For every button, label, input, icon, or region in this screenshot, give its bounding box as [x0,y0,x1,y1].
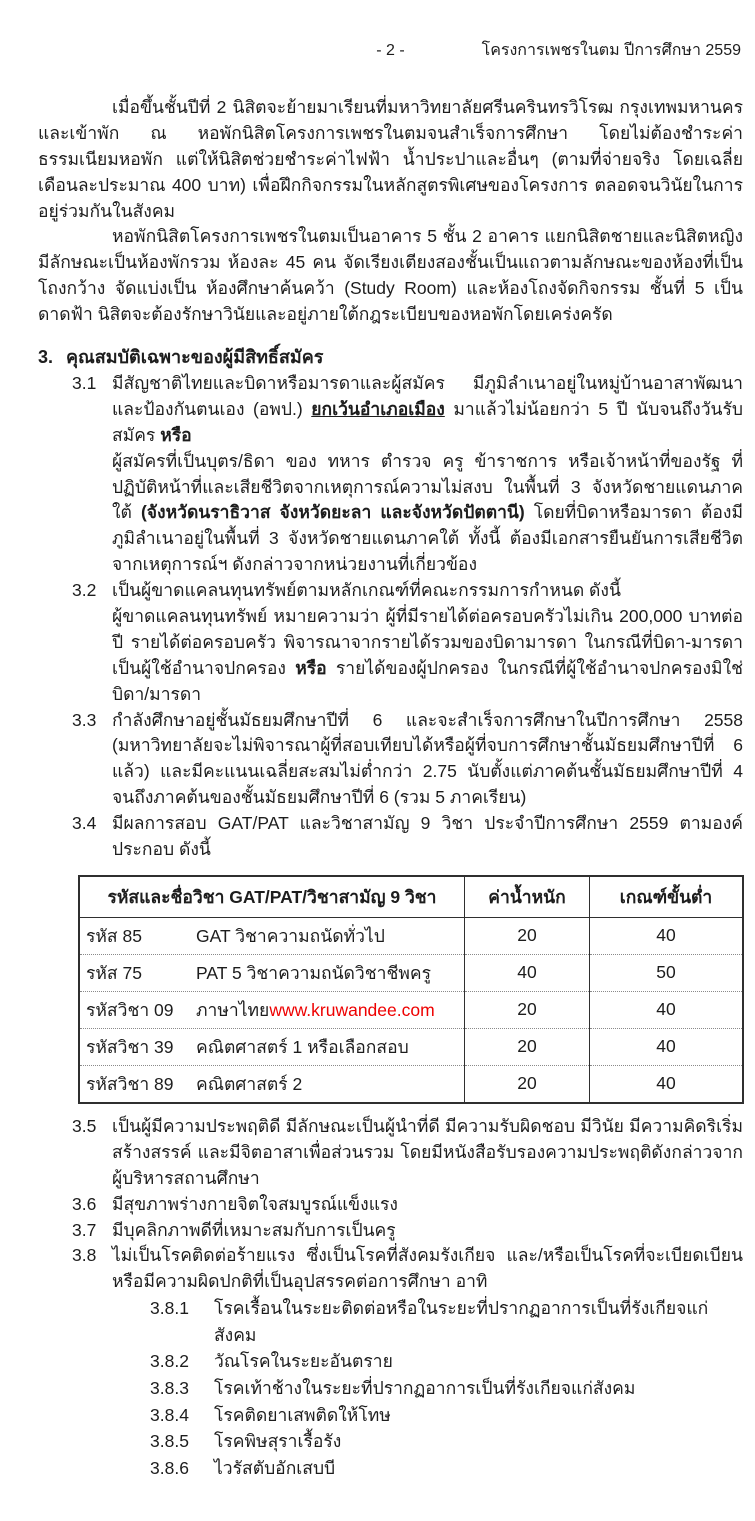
weight-cell: 20 [465,1028,590,1065]
subitem-3-8-4-text: โรคติดยาเสพติดให้โทษ [214,1404,391,1425]
subitem-3-8-5-number: 3.8.5 [150,1431,189,1452]
item-3-5-body: เป็นผู้มีความประพฤติดี มีลักษณะเป็นผู้นำที่ดี มีความรับผิดชอบ มีวินัย มีความคิดริเริ่มสร้างสรรค์ และมีจิตอาสาเพื่อส่วนรวม โดยมีหนังสือรับรองความประพฤติดังกล่าวจากผู้บริหารสถานศึกษา [112,1115,743,1188]
item-3-2-block-2: ผู้ขาดแคลนทุนทรัพย์ หมายความว่า ผู้ที่มีรายได้ต่อครอบครัวไม่เกิน 200,000 บาทต่อปี รายได้ต่อครอบครัว พิจารณาจากรายได้รวมของบิดามารดา ในกรณีที่บิดา-มารดาเป็นผู้ใช้อำนาจปกครอง หรือ รายได้ของผู้ปกครอง ในกรณีที่ผู้ใช้อำนาจปกครองมิใช่บิดา/มารดา [112,606,743,704]
item-3-6-body: มีสุขภาพร่างกายจิตใจสมบูรณ์แข็งแรง [112,1193,398,1214]
item-3-1-block-1: มีสัญชาติไทยและบิดาหรือมารดาและผู้สมัคร มีภูมิลำเนาอยู่ในหมู่บ้านอาสาพัฒนาและป้องกันตนเอง (อพป.) ยกเว้นอำเภอเมือง มาแล้วไม่น้อยกว่า 5 ปี นับจนถึงวันรับสมัคร หรือ [112,373,743,445]
item-3-8-body: ไม่เป็นโรคติดต่อร้ายแรง ซึ่งเป็นโรคที่สังคมรังเกียจ และ/หรือเป็นโรคที่จะเบียดเบียน หรือมีความผิดปกติที่เป็นอุปสรรคต่อการศึกษา อาทิ [112,1245,743,1292]
minimum-cell: 40 [590,1028,744,1065]
item-3-1 [72,371,743,578]
subject-name: PAT 5 วิชาความถนัดวิชาชีพครู [196,962,431,983]
item-3-2-body [112,578,743,707]
subject-cell [79,1028,465,1065]
minimum-cell: 40 [590,1065,744,1103]
score-table-body [79,917,743,1103]
item-3-8-number: 3.8 [72,1245,97,1266]
subject-code: รหัสวิชา 39 [86,1036,174,1057]
item-3-5-number: 3.5 [72,1115,97,1136]
item-3-3-body: กำลังศึกษาอยู่ชั้นมัธยมศึกษาปีที่ 6 และจะสำเร็จการศึกษาในปีการศึกษา 2558 (มหาวิทยาลัยจะไม่พิจารณาผู้ที่สอบเทียบได้หรือผู้ที่จบการศึกษาชั้นมัธยมศึกษาปีที่ 6 แล้ว) และมีคะแนนเฉลี่ยสะสมไม่ต่ำกว่า 2.75 นับตั้งแต่ภาคต้นชั้นมัธยมศึกษาปีที่ 4 จนถึงภาคต้นของชั้นมัธยมศึกษาปีที่ 6 (รวม 5 ภาคเรียน) [112,709,743,808]
subitem-3-8-6 [150,1455,743,1482]
item-3-6 [72,1192,743,1218]
item-3-2 [72,578,743,707]
subitem-3-8-5 [150,1428,743,1455]
minimum-cell: 40 [590,917,744,954]
subitem-3-8-5-text: โรคพิษสุราเรื้อรัง [214,1431,342,1452]
item-3-2-number: 3.2 [72,580,97,601]
header-subject: รหัสและชื่อวิชา GAT/PAT/วิชาสามัญ 9 วิชา [79,876,465,918]
item-3-7 [72,1218,743,1244]
item-3-1-number: 3.1 [72,373,97,394]
item-3-8 [72,1243,743,1295]
header-project-title: โครงการเพชรในตม ปีการศึกษา 2559 [481,42,741,59]
subject-cell [79,917,465,954]
subject-code: รหัสวิชา 09 [86,999,174,1020]
subject-cell [79,991,465,1028]
page-header [38,38,743,63]
subitem-3-8-3-number: 3.8.3 [150,1377,189,1398]
watermark-text: www.kruwandee.com [269,999,435,1020]
table-row [79,1065,743,1103]
item-3-1-body [112,371,743,578]
subject-cell [79,954,465,991]
item-3-4 [72,811,743,863]
subject-code: รหัส 75 [86,962,142,983]
minimum-cell: 40 [590,991,744,1028]
item-3-2-block-1: เป็นผู้ขาดแคลนทุนทรัพย์ตามหลักเกณฑ์ที่คณะกรรมการกำหนด ดังนี้ [112,580,621,601]
table-row [79,991,743,1028]
section-3-title: คุณสมบัติเฉพาะของผู้มีสิทธิ์สมัคร [66,347,324,368]
item-3-1-block-2: ผู้สมัครที่เป็นบุตร/ธิดา ของ ทหาร ตำรวจ ครู ข้าราชการ หรือเจ้าหน้าที่ของรัฐ ที่ปฏิบัติหน้าที่และเสียชีวิตจากเหตุการณ์ความไม่สงบ ในพื้นที่ 3 จังหวัดชายแดนภาคใต้ (จังหวัดนราธิวาส จังหวัดยะลา และจังหวัดปัตตานี) โดยที่บิดาหรือมารดา ต้องมีภูมิลำเนาอยู่ในพื้นที่ 3 จังหวัดชายแดนภาคใต้ ทั้งนี้ ต้องมีเอกสารยืนยันการเสียชีวิตจากเหตุการณ์ฯ ดังกล่าวจากหน่วยงานที่เกี่ยวข้อง [112,450,743,575]
intro-paragraph-2: หอพักนิสิตโครงการเพชรในตมเป็นอาคาร 5 ชั้น 2 อาคาร แยกนิสิตชายและนิสิตหญิง มีลักษณะเป็นห้องพักรวม ห้องละ 45 คน จัดเรียงเตียงสองชั้นเป็นแถวตามลักษณะของห้องที่เป็นโถงกว้าง จัดแบ่งเป็น ห้องศึกษาค้นคว้า (Study Room) และห้องโถงจัดกิจกรรม ชั้นที่ 5 เป็นดาดฟ้า นิสิตจะต้องรักษาวินัยและอยู่ภายใต้กฎระเบียบของหอพักโดยเคร่งครัด [38,226,743,325]
subject-name: GAT วิชาความถนัดทั่วไป [196,925,385,946]
subitem-3-8-1-text: โรคเรื้อนในระยะติดต่อหรือในระยะที่ปรากฏอาการเป็นที่รังเกียจแก่สังคม [214,1298,709,1345]
item-3-4-body: มีผลการสอบ GAT/PAT และวิชาสามัญ 9 วิชา ประจำปีการศึกษา 2559 ตามองค์ประกอบ ดังนี้ [112,813,743,860]
subitem-3-8-1 [150,1295,743,1348]
page-number: - 2 - [376,42,405,59]
table-row [79,917,743,954]
subject-cell [79,1065,465,1103]
subject-name: คณิตศาสตร์ 2 [196,1073,303,1094]
subitem-3-8-2 [150,1348,743,1375]
subject-name: ภาษาไทย [196,999,270,1020]
minimum-cell: 50 [590,954,744,991]
item-3-4-number: 3.4 [72,813,97,834]
intro-paragraph-1: เมื่อขึ้นชั้นปีที่ 2 นิสิตจะย้ายมาเรียนที่มหาวิทยาลัยศรีนครินทรวิโรฒ กรุงเทพมหานคร และเข้าพัก ณ หอพักนิสิตโครงการเพชรในตมจนสำเร็จการศึกษา โดยไม่ต้องชำระค่าธรรมเนียมหอพัก แต่ให้นิสิตช่วยชำระค่าไฟฟ้า น้ำประปาและอื่นๆ (ตามที่จ่ายจริง โดยเฉลี่ยเดือนละประมาณ 400 บาท) เพื่อฝึกกิจกรรมในหลักสูตรพิเศษของโครงการ ตลอดจนวินัยในการอยู่ร่วมกันในสังคม [38,97,743,221]
table-row [79,1028,743,1065]
item-3-3-number: 3.3 [72,709,97,730]
subitem-3-8-6-number: 3.8.6 [150,1457,189,1478]
subitem-3-8-1-number: 3.8.1 [150,1298,189,1319]
subitem-3-8-6-text: ไวรัสตับอักเสบบี [214,1457,336,1478]
section-3-heading [38,344,743,371]
item-3-3 [72,708,743,812]
subitem-3-8-3-text: โรคเท้าช้างในระยะที่ปรากฏอาการเป็นที่รังเกียจแก่สังคม [214,1377,636,1398]
header-weight: ค่าน้ำหนัก [465,876,590,918]
weight-cell: 20 [465,1065,590,1103]
header-minimum: เกณฑ์ขั้นต่ำ [590,876,744,918]
item-3-7-body: มีบุคลิกภาพดีที่เหมาะสมกับการเป็นครู [112,1219,396,1240]
score-table-head [79,876,743,918]
subitem-3-8-2-text: วัณโรคในระยะอันตราย [214,1351,393,1372]
subject-code: รหัสวิชา 89 [86,1073,174,1094]
subitem-3-8-4 [150,1402,743,1429]
item-3-7-number: 3.7 [72,1219,97,1240]
item-3-5 [72,1114,743,1192]
weight-cell: 20 [465,917,590,954]
section-3-number: 3. [38,347,54,368]
score-table-header-row [79,876,743,918]
weight-cell: 40 [465,954,590,991]
subitem-3-8-2-number: 3.8.2 [150,1351,189,1372]
item-3-6-number: 3.6 [72,1193,97,1214]
subitem-3-8-4-number: 3.8.4 [150,1404,189,1425]
table-row [79,954,743,991]
subitem-3-8-3 [150,1375,743,1402]
subject-name: คณิตศาสตร์ 1 หรือเลือกสอบ [196,1036,409,1057]
score-criteria-table [78,875,744,1104]
subject-code: รหัส 85 [86,925,142,946]
weight-cell: 20 [465,991,590,1028]
